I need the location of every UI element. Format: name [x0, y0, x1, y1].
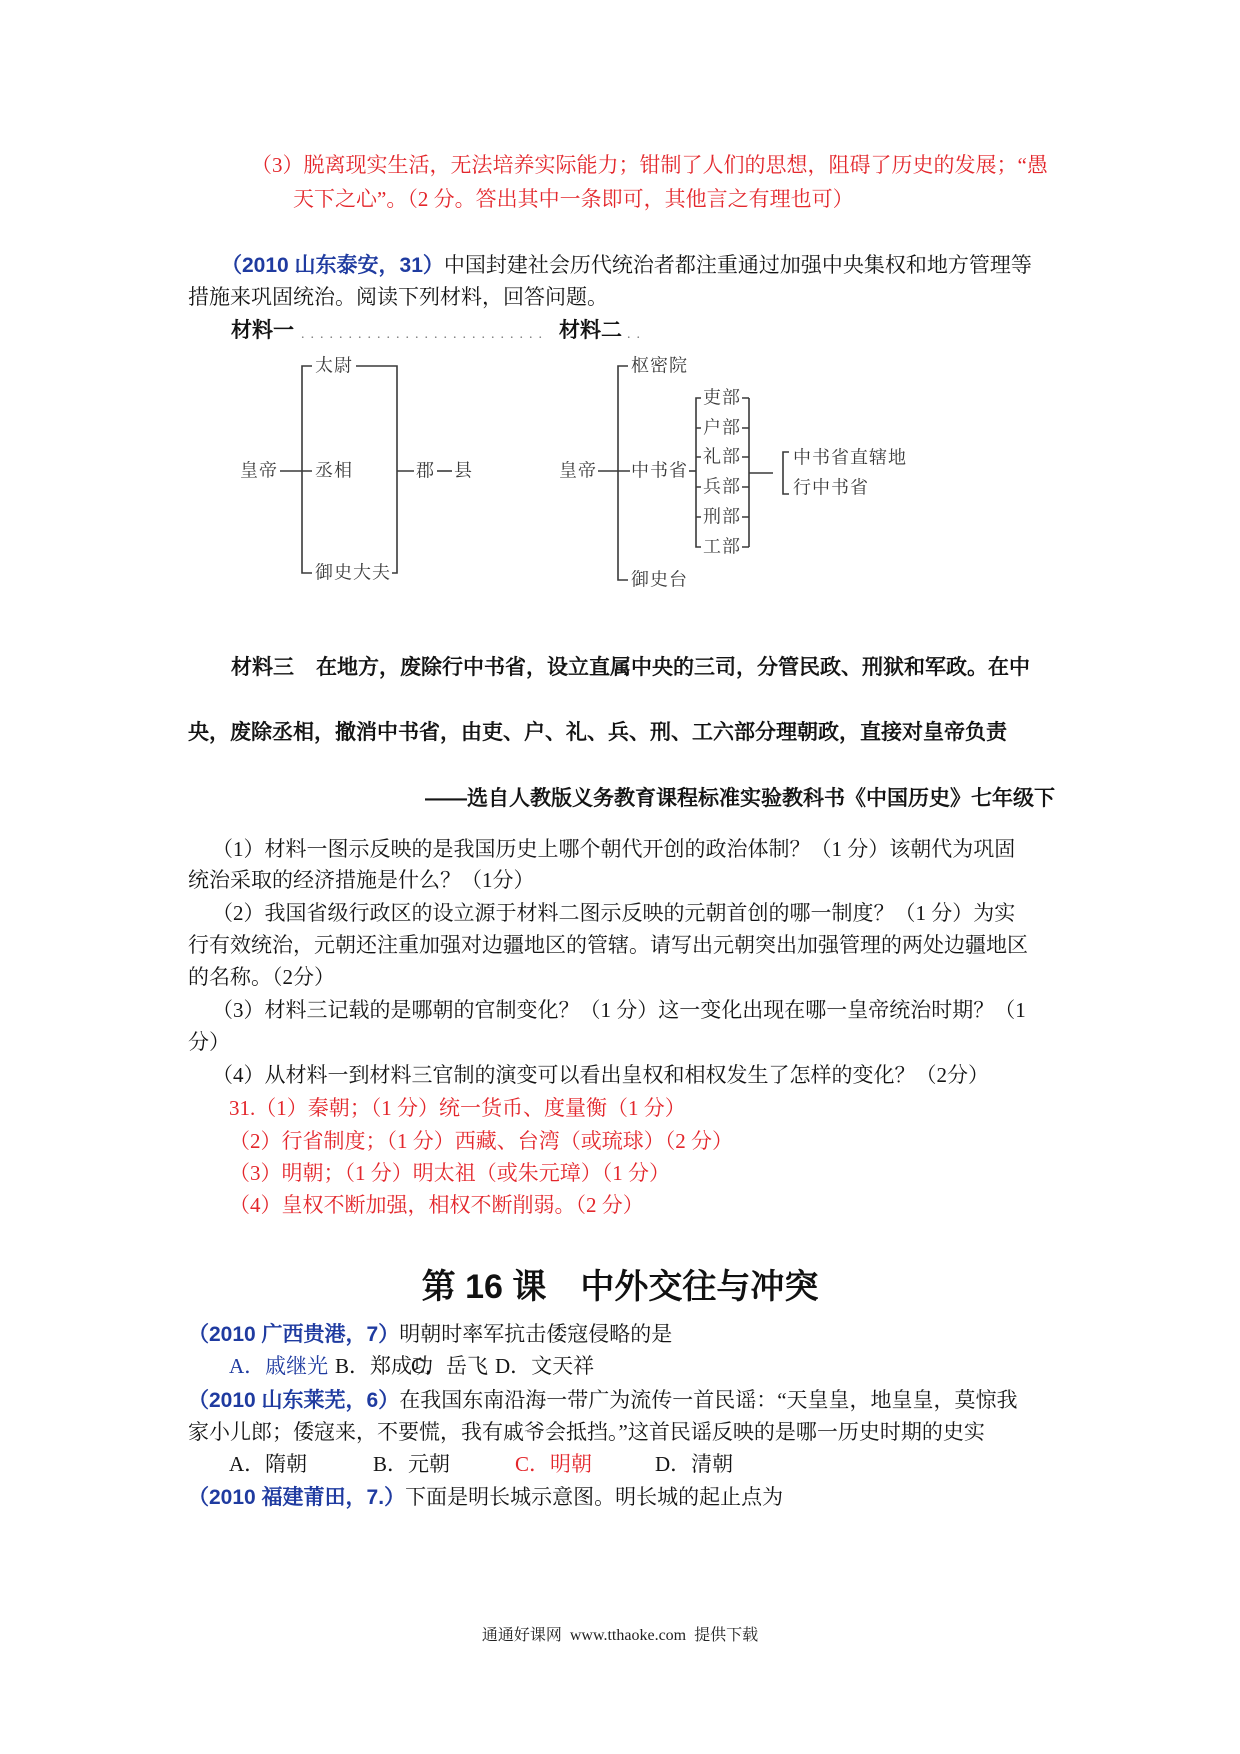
question-stem-line [188, 1484, 783, 1510]
material3-text: 央，废除丞相，撤消中书省，由吏、户、礼、兵、刑、工六部分理朝政，直接对皇帝负责 [188, 721, 1007, 744]
option-d: D．文天祥 [495, 1354, 595, 1378]
diagram-local-label: 行中书省 [793, 477, 869, 499]
previous-answer-line: （3）脱离现实生活，无法培养实际能力；钳制了人们的思想，阻碍了历史的发展；“愚 [251, 153, 1048, 177]
answer-line: （4）皇权不断加强，相权不断削弱。（2 分） [229, 1193, 644, 1217]
bracket-line [302, 366, 312, 573]
material2-label: 材料二 [559, 319, 622, 342]
answer-line: 31.（1）秦朝；（1 分）统一货币、度量衡（1 分） [229, 1096, 686, 1120]
diagram-official-label: 御史大夫 [315, 562, 391, 584]
question-stem-text: 家小儿郎；倭寇来，不要慌，我有戚爷会抵挡。”这首民谣反映的是哪一历史时期的史实 [188, 1420, 985, 1444]
page-footer: 通通好课网 www.tthaoke.com 提供下载 [481, 1627, 759, 1644]
option-c: C．岳飞 [411, 1354, 489, 1378]
bracket-line [618, 366, 630, 580]
sub-question-line: （4）从材料一到材料三官制的演变可以看出皇权和相权发生了怎样的变化？（2分） [212, 1063, 989, 1087]
question-source: （2010 山东莱芜，6） [188, 1389, 400, 1412]
sub-question-line: 行有效统治，元朝还注重加强对边疆地区的管辖。请写出元朝突出加强管理的两处边疆地区 [188, 933, 1028, 957]
sub-question-line: （2）我国省级行政区的设立源于材料二图示反映的元朝首创的哪一制度？（1 分）为实 [212, 901, 1016, 925]
question-stem-text: 在我国东南沿海一带广为流传一首民谣：“天皇皇，地皇皇，莫惊我 [399, 1388, 1018, 1412]
material3-citation: ——选自人教版义务教育课程标准实验教科书《中国历史》七年级下 [425, 787, 1055, 810]
material1-label: 材料一 [231, 319, 294, 342]
diagram-office-label: 枢密院 [631, 355, 688, 377]
diagram-ministry-label: 工部 [703, 536, 741, 558]
option-b: B．郑成功 [335, 1354, 434, 1378]
diagram-emperor-label: 皇帝 [240, 460, 278, 482]
diagram-local-label: 县 [454, 460, 473, 482]
dotted-leader: .......................... [301, 327, 548, 342]
material3-text: 在地方，废除行中书省，设立直属中央的三司，分管民政、刑狱和军政。在中 [316, 656, 1030, 679]
question-stem-text: 明朝时率军抗击倭寇侵略的是 [399, 1322, 673, 1346]
question-source: （2010 山东泰安，31） [221, 254, 444, 277]
diagram-local-label: 中书省直辖地 [793, 447, 907, 469]
dotted-leader: .. [627, 327, 646, 342]
sub-question-line: 分） [188, 1030, 230, 1054]
bracket-line [356, 366, 397, 573]
bracket-line [783, 452, 789, 494]
diagram-material1 [240, 356, 473, 584]
answer-line: （3）明朝；（1 分）明太祖（或朱元璋）（1 分） [229, 1161, 670, 1185]
diagram-emperor-label: 皇帝 [559, 460, 597, 482]
diagram-ministry-label: 户部 [703, 417, 741, 439]
question-stem-line [188, 1321, 672, 1347]
diagram-ministry-label: 兵部 [703, 476, 741, 498]
diagram-ministry-label: 吏部 [703, 387, 741, 409]
sub-question-line: 统治采取的经济措施是什么？（1分） [188, 868, 535, 892]
previous-answer-line: 天下之心”。（2 分。答出其中一条即可，其他言之有理也可） [293, 187, 854, 211]
sub-question-line: （3）材料三记载的是哪朝的官制变化？（1 分）这一变化出现在哪一皇帝统治时期？（1 [212, 998, 1026, 1022]
diagram-office-label: 中书省 [631, 460, 688, 482]
sub-question-line: 的名称。（2分） [188, 965, 335, 989]
question-31-stem-line [221, 252, 1032, 278]
options-row [229, 1353, 629, 1379]
bracket-line [696, 398, 701, 547]
bracket-line [742, 398, 749, 547]
diagram-local-label: 郡 [416, 460, 435, 482]
question-source: （2010 广西贵港，7） [188, 1323, 400, 1346]
diagram-office-label: 御史台 [631, 569, 688, 591]
government-structure-diagrams [200, 345, 920, 605]
material3-label: 材料三 [231, 656, 294, 679]
option-d: D．清朝 [655, 1452, 734, 1476]
answer-line: （2）行省制度；（1 分）西藏、台湾（或琉球）（2 分） [229, 1129, 733, 1153]
diagram-material2 [559, 356, 907, 591]
option-c: C．明朝 [515, 1452, 593, 1476]
diagram-official-label: 太尉 [315, 355, 353, 377]
diagram-official-label: 丞相 [315, 460, 353, 482]
option-a: A．戚继光 [229, 1354, 329, 1378]
material-header [231, 318, 651, 344]
lesson-title: 第 16 课 中外交往与冲突 [421, 1268, 819, 1306]
question-stem-text: 措施来巩固统治。阅读下列材料，回答问题。 [188, 285, 608, 309]
sub-question-line: （1）材料一图示反映的是我国历史上哪个朝代开创的政治体制？（1 分）该朝代为巩固 [212, 837, 1016, 861]
question-source: （2010 福建莆田，7.） [188, 1486, 406, 1509]
question-stem-line [188, 1387, 1018, 1413]
question-stem-text: 中国封建社会历代统治者都注重通过加强中央集权和地方管理等 [443, 253, 1032, 277]
option-a: A．隋朝 [229, 1452, 308, 1476]
diagram-ministry-label: 礼部 [703, 446, 741, 468]
question-stem-text: 下面是明长城示意图。明长城的起止点为 [405, 1485, 784, 1509]
option-b: B．元朝 [373, 1452, 451, 1476]
diagram-ministry-label: 刑部 [703, 506, 741, 528]
options-row [229, 1451, 789, 1477]
material3-line [231, 655, 1030, 681]
